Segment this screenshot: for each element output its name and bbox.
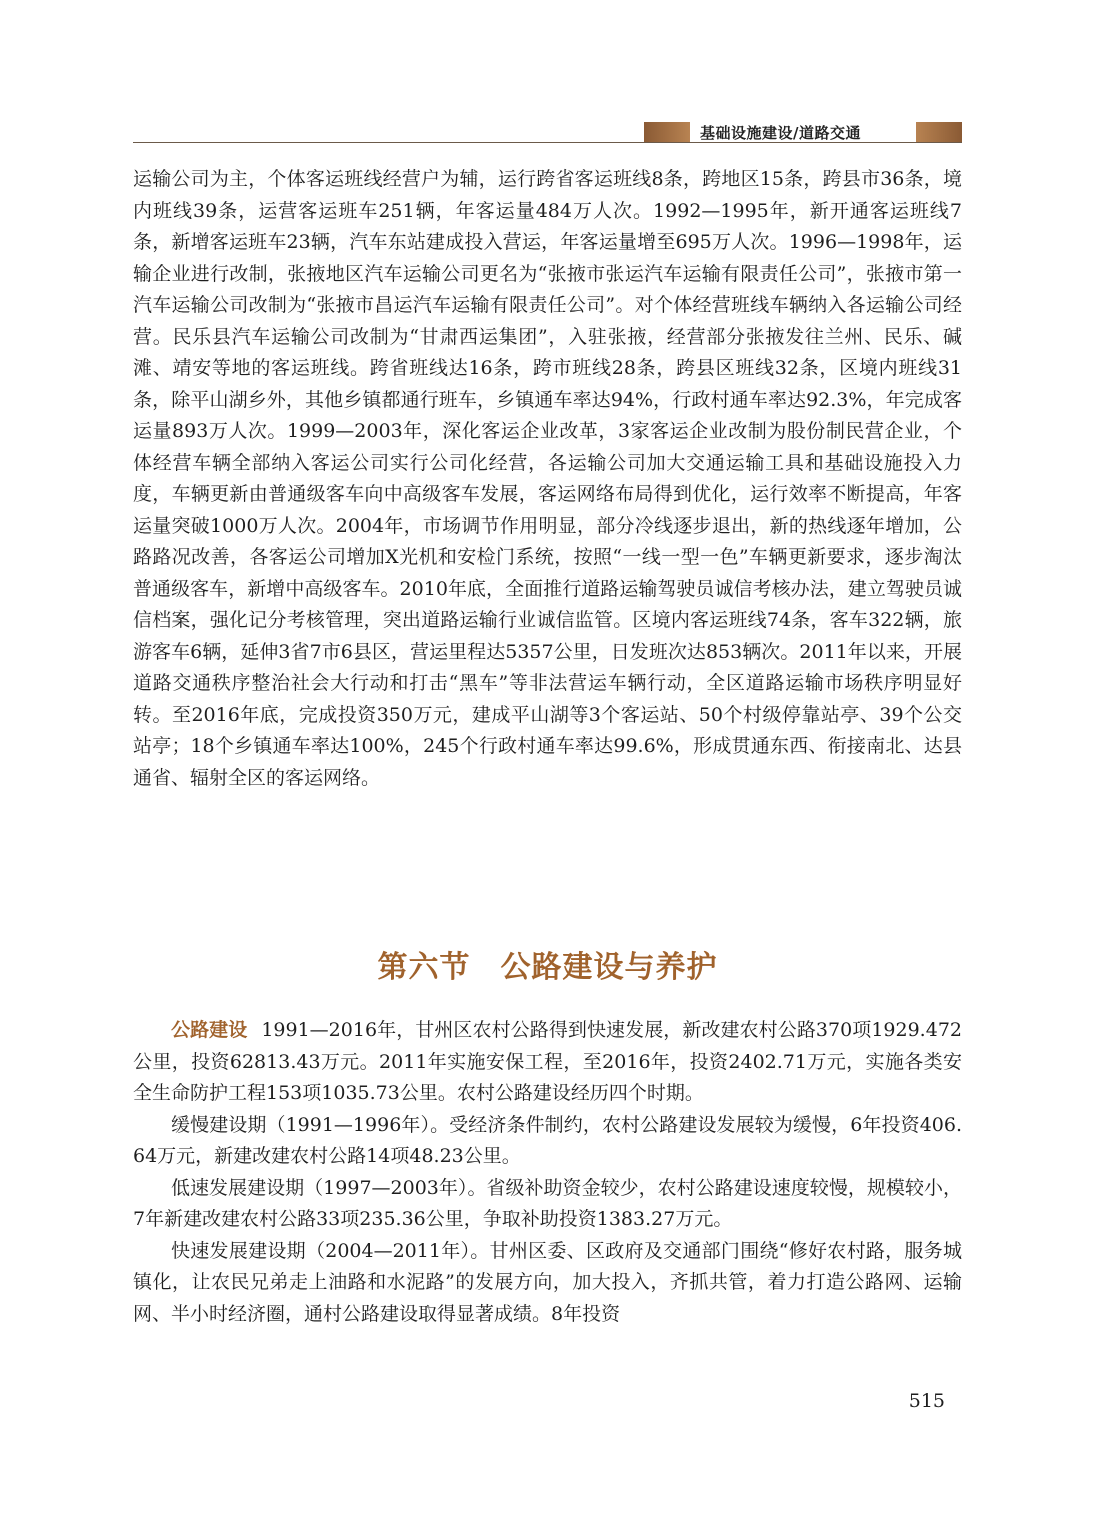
paragraph-fast-period: 快速发展建设期（2004—2011年）。甘州区委、区政府及交通部门围绕“修好农村路，服务城镇化，让农民兄弟走上油路和水泥路”的发展方向，加大投入，齐抓共管，着力打造公路网、运输网、半小时经济圈，通村公路建设取得显著成绩。8年投资 <box>133 1239 962 1325</box>
paragraph-low-speed-period: 低速发展建设期（1997—2003年）。省级补助资金较少，农村公路建设速度较慢，规模较小，7年新建改建农村公路33项235.36公里，争取补助投资1383.27万元。 <box>133 1176 962 1230</box>
paragraph-text: 1991—2016年，甘州区农村公路得到快速发展，新改建农村公路370项1929.472公里，投资62813.43万元。2011年实施安保工程，至2016年，投资2402.71万元，实施各类安全生命防护工程153项1035.73公里。农村公路建设经历四个时期。 <box>133 1019 962 1104</box>
header-band-left-bar <box>644 122 690 142</box>
running-header <box>133 122 962 143</box>
paragraph-slow-period: 缓慢建设期（1991—1996年）。受经济条件制约，农村公路建设发展较为缓慢，6年投资406.64万元，新建改建农村公路14项48.23公里。 <box>133 1113 962 1167</box>
header-band <box>644 122 962 142</box>
running-title: 基础设施建设/道路交通 <box>700 123 861 142</box>
header-band-right-bar <box>916 122 962 142</box>
paragraph-keyword: 公路建设 <box>171 1019 248 1041</box>
section-number: 第六节 <box>377 950 471 985</box>
top-text-block <box>133 164 962 794</box>
continued-paragraph: 运输公司为主，个体客运班线经营户为辅，运行跨省客运班线8条，跨地区15条，跨县市36条，境内班线39条，运营客运班车251辆，年客运量484万人次。1992—1995年，新开通客运班线7条，新增客运班车23辆，汽车东站建成投入营运，年客运量增至695万人次。1996—1998年，运输企业进行改制，张掖地区汽车运输公司更名为“张掖市张运汽车运输有限责任公司”，张掖市第一汽车运输公司改制为“张掖市昌运汽车运输有限责任公司”。对个体经营班线车辆纳入各运输公司经营。民乐县汽车运输公司改制为“甘肃西运集团”，入驻张掖，经营部分张掖发往兰州、民乐、碱滩、靖安等地的客运班线。跨省班线达16条，跨市班线28条，跨县区班线32条，区境内班线31条，除平山湖乡外，其他乡镇都通行班车，乡镇通车率达94%，行政村通车率达92.3%，年完成客运量893万人次。1999—2003年，深化客运企业改革，3家客运企业改制为股份制民营企业，个体经营车辆全部纳入客运公司实行公司化经营，各运输公司加大交通运输工具和基础设施投入力度，车辆更新由普通级客车向中高级客车发展，客运网络布局得到优化，运行效率不断提高，年客运量突破1000万人次。2004年，市场调节作用明显，部分冷线逐步退出，新的热线逐年增加，公路路况改善，各客运公司增加X光机和安检门系统，按照“一线一型一色”车辆更新要求，逐步淘汰普通级客车，新增中高级客车。2010年底，全面推行道路运输驾驶员诚信考核办法，建立驾驶员诚信档案，强化记分考核管理，突出道路运输行业诚信监管。区境内客运班线74条，客车322辆，旅游客车6辆，延伸3省7市6县区，营运里程达5357公里，日发班次达853辆次。2011年以来，开展道路交通秩序整治社会大行动和打击“黑车”等非法营运车辆行动，全区道路运输市场秩序明显好转。至2016年底，完成投资350万元，建成平山湖等3个客运站、50个村级停靠站亭、39个公交站亭；18个乡镇通车率达100%，245个行政村通车率达99.6%，形成贯通东西、衔接南北、达县通省、辐射全区的客运网络。 <box>133 168 962 789</box>
page-number: 515 <box>908 1390 945 1412</box>
paragraph-road-construction <box>133 1015 962 1110</box>
section-heading <box>133 948 962 988</box>
section-title: 公路建设与养护 <box>500 950 718 985</box>
section-body <box>133 1015 962 1330</box>
header-title-box <box>690 122 916 142</box>
